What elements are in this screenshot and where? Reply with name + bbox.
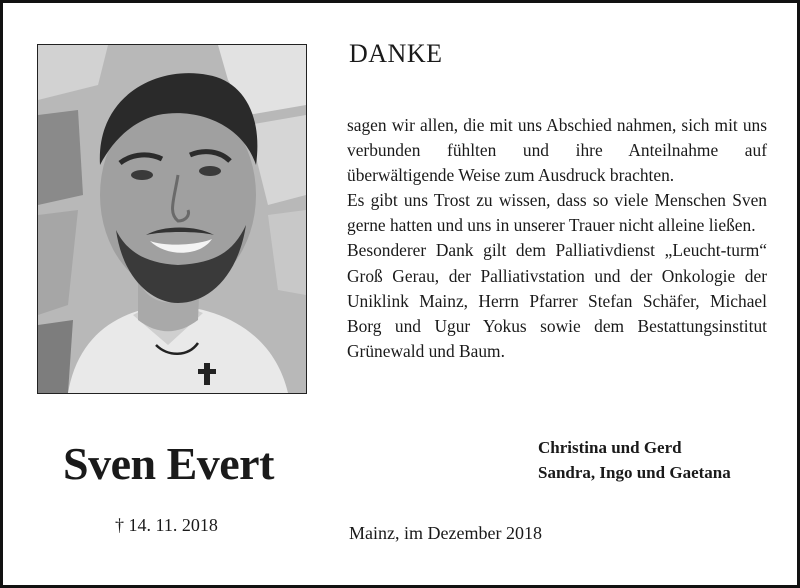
paragraph: Besonderer Dank gilt dem Palliativdienst „Leucht-turm“ Groß Gerau, der Palliativstation und der Onkologie der Uniklink Mainz, Herrn Pfarrer Stefan Schäfer, Michael Borg und Ugur Yokus sowie dem Bestattungsinstitut Grünewald und Baum. — [347, 240, 767, 361]
heading-danke: DANKE — [349, 39, 443, 68]
place-date: Mainz, im Dezember 2018 — [349, 523, 542, 543]
signer-line: Christina und Gerd — [538, 438, 682, 457]
portrait-photo — [37, 44, 307, 394]
paragraph: Es gibt uns Trost zu wissen, dass so viele Menschen Sven gerne hatten und uns in unserer Trauer nicht alleine ließen. — [347, 190, 767, 236]
paragraph: sagen wir allen, die mit uns Abschied nahmen, sich mit uns verbunden fühlten und ihre Anteilnahme auf überwältigende Weise zum Ausdruck brachten. — [347, 115, 767, 186]
death-date: † 14. 11. 2018 — [115, 515, 218, 535]
signer-line: Sandra, Ingo und Gaetana — [538, 463, 731, 482]
deceased-name: Sven Evert — [63, 438, 274, 489]
signers — [538, 435, 731, 485]
thank-you-text — [347, 113, 767, 364]
